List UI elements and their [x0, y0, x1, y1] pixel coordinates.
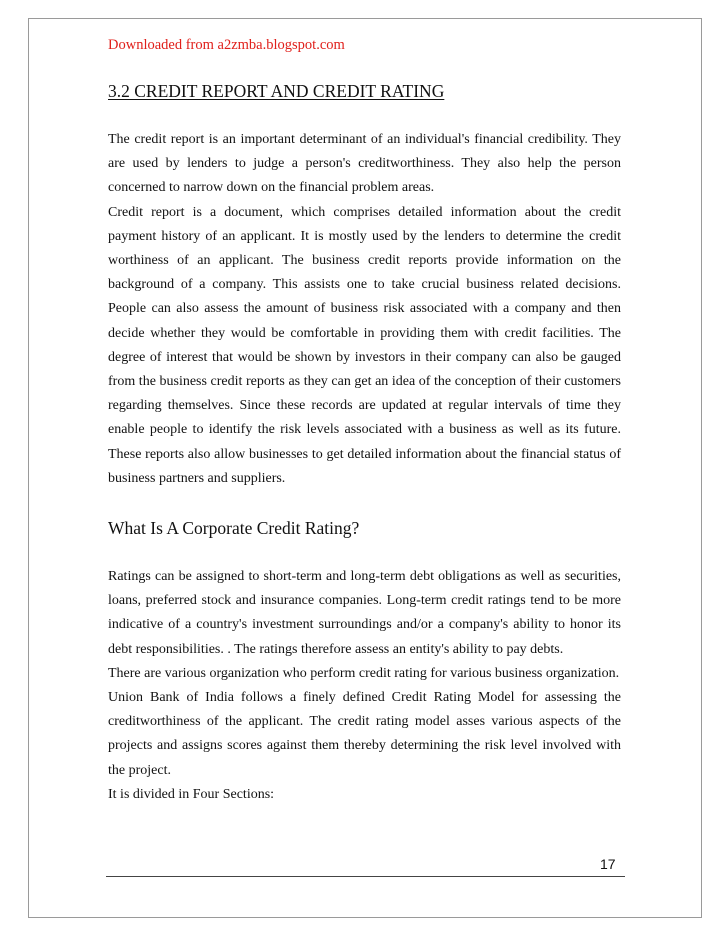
- footer-divider: [106, 876, 625, 877]
- paragraph-credit-report-intro: The credit report is an important determinant of an individual's financial credibility. They are used by lenders to judge a person's creditworthiness. They also help the person concerned to narrow down on the financial problem areas.: [108, 132, 621, 196]
- paragraph-credit-report-details: Credit report is a document, which comprises detailed information about the credit payment history of an applicant. It is mostly used by the lenders to determine the credit worthiness of an applicant. The business credit reports provide information on the background of a company. This assists one to take crucial business related decisions. People can also assess the amount of business risk associated with a company and then decide whether they would be comfortable in providing them with credit facilities. The degree of interest that would be shown by investors in their company can also be gauged from the business credit reports as they can get an idea of the conception of their customers regarding themselves. Since these records are updated at regular intervals of time they enable people to identify the risk levels associated with a business as well as its future. These reports also allow businesses to get detailed information about the financial status of business partners and suppliers.: [108, 204, 621, 486]
- download-source-note: Downloaded from a2zmba.blogspot.com: [108, 37, 345, 53]
- paragraph-rating-organizations: There are various organization who perform credit rating for various business organization.: [108, 665, 620, 681]
- page-content: [108, 34, 621, 807]
- section-title: 3.2 CREDIT REPORT AND CREDIT RATING: [108, 81, 445, 101]
- paragraph-union-bank-model: Union Bank of India follows a finely defined Credit Rating Model for assessing the creditworthiness of the applicant. The credit rating model asses various aspects of the projects and assigns scores against them thereby determining the risk level involved with the project.: [108, 690, 621, 778]
- page-number: 17: [600, 856, 616, 872]
- paragraph-ratings-overview: Ratings can be assigned to short-term and long-term debt obligations as well as securities, loans, preferred stock and insurance companies. Long-term credit ratings tend to be more indicative of a country's investment surroundings and/or a company's ability to honor its debt responsibilities. . The ratings therefore assess an entity's ability to pay debts.: [108, 569, 621, 657]
- subsection-title: What Is A Corporate Credit Rating?: [108, 518, 360, 539]
- paragraph-four-sections: It is divided in Four Sections:: [108, 786, 275, 802]
